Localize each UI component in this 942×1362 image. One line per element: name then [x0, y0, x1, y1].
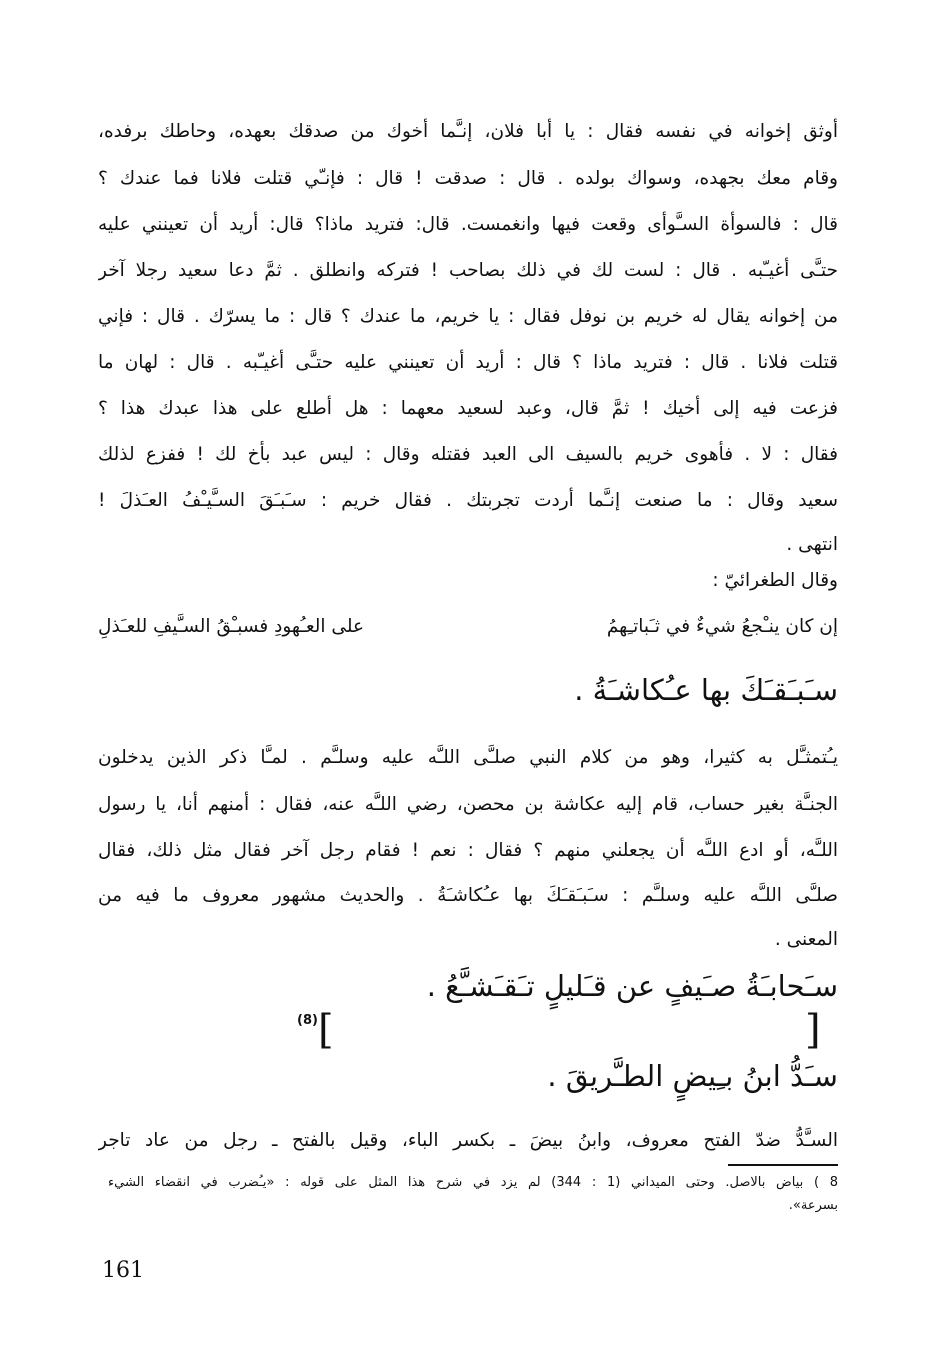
footnote-rule — [728, 1164, 838, 1166]
text-line: المعنى . — [774, 929, 838, 950]
text-line: السـَّدُّ ضدّ الفتح معروف، وابنُ بيضَ ـ بكسر الباء، وقيل بالفتح ـ رجل من عاد تاجر — [98, 1130, 838, 1151]
text-line: قال : فالسوأة السـَّوأى وقعت فيها وانغمست. قال: فتريد ماذا؟ قال: أريد أن تعينني عليه — [98, 214, 838, 235]
text-line: وقام معك بجهده، وسواك بولده . قال : صدقت ! قال : فإنـّي قتلت فلانا فما عندك ؟ — [98, 168, 838, 189]
text-line: من إخوانه يقال له خريم بن نوفل فقال : يا خريم، ما عندك ؟ قال : ما يسرّك . قال : فإني — [98, 306, 838, 327]
text-line: أوثق إخوانه في نفسه فقال : يا أبا فلان، إنـَّما أخوك من صدقك بعهده، وحاطك برفده، — [98, 121, 838, 142]
proverb-heading: سـَحابـَةُ صـَيفٍ عن قـَليلٍ تـَقـَشـَّعُ . — [426, 969, 838, 1003]
text-line: انتهى . — [786, 534, 838, 555]
footnote-line: 8 ) بياض بالاصل. وحتى الميداني (1 : 344) لم يزد في شرح هذا المثل على قوله : «يـُضرب في انقضاء الشيء — [108, 1175, 838, 1190]
text-line: فزعت فيه إلى أخيك ! ثمَّ قال، وعبد لسعيد معهما : هل أطلع على هذا عبدك هذا ؟ — [98, 398, 838, 419]
footnote-line: بسرعة». — [788, 1198, 838, 1213]
verse-hemistich-2: على العـُهودِ فسبـْقُ السـَّيفِ للعـَذلِ — [98, 616, 365, 637]
text-line: سعيد وقال : ما صنعت إنـَّما أردت تجربتك . فقال خريم : سـَبـَقَ السـَّيـْفُ العـَذلَ ! — [98, 490, 838, 511]
text-line: صلـَّى اللـَّه عليه وسلـَّم : سـَبـَقـَكَ بها عـُكاشـَةُ . والحديث مشهور معروف ما فيه من — [98, 885, 838, 906]
proverb-heading: سـَدُّ ابنُ بـِيضٍ الطـَّريقَ . — [547, 1059, 838, 1093]
page-number: 161 — [102, 1258, 144, 1283]
verse-hemistich-1: إن كان ينـْجعُ شيءٌ في ثـَباتـِهمُ — [606, 616, 838, 637]
text-line: فقال : لا . فأهوى خريم بالسيف الى العبد فقتله وقال : ليس عبد بأخ لك ! ففزع لذلك — [98, 444, 838, 465]
bracket-right: ] — [805, 1007, 821, 1053]
text-line: اللـَّه، أو ادع اللـَّه أن يجعلني منهم ؟ فقال : نعم ! فقام رجل آخر فقال مثل ذلك، فقال — [98, 840, 838, 861]
bracket-left: [ — [318, 1007, 334, 1053]
text-line: حتـَّى أغيـّبه . قال : لست لك في ذلك بصاحب ! فتركه وانطلق . ثمَّ دعا سعيد رجلا آخر — [98, 260, 838, 281]
poet-intro: وقال الطغرائيّ : — [712, 570, 838, 591]
proverb-heading: سـَبـَقـَكَ بها عـُكاشـَةُ . — [574, 673, 838, 707]
footnote-ref: (8) — [297, 1013, 318, 1028]
text-line: الجنـَّة بغير حساب، قام إليه عكاشة بن محصن، رضي اللـَّه عنه، فقال : أمنهم أنا، يا رسول — [98, 794, 838, 815]
text-line: قتلت فلانا . قال : فتريد ماذا ؟ قال : أريد أن تعينني عليه حتـَّى أغيـّبه . قال : لهان ما — [98, 352, 838, 373]
text-line: يـُتمثـَّل به كثيرا، وهو من كلام النبي صلـَّى اللـَّه عليه وسلـَّم . لمـَّا ذكر الذين يدخلون — [98, 747, 838, 768]
